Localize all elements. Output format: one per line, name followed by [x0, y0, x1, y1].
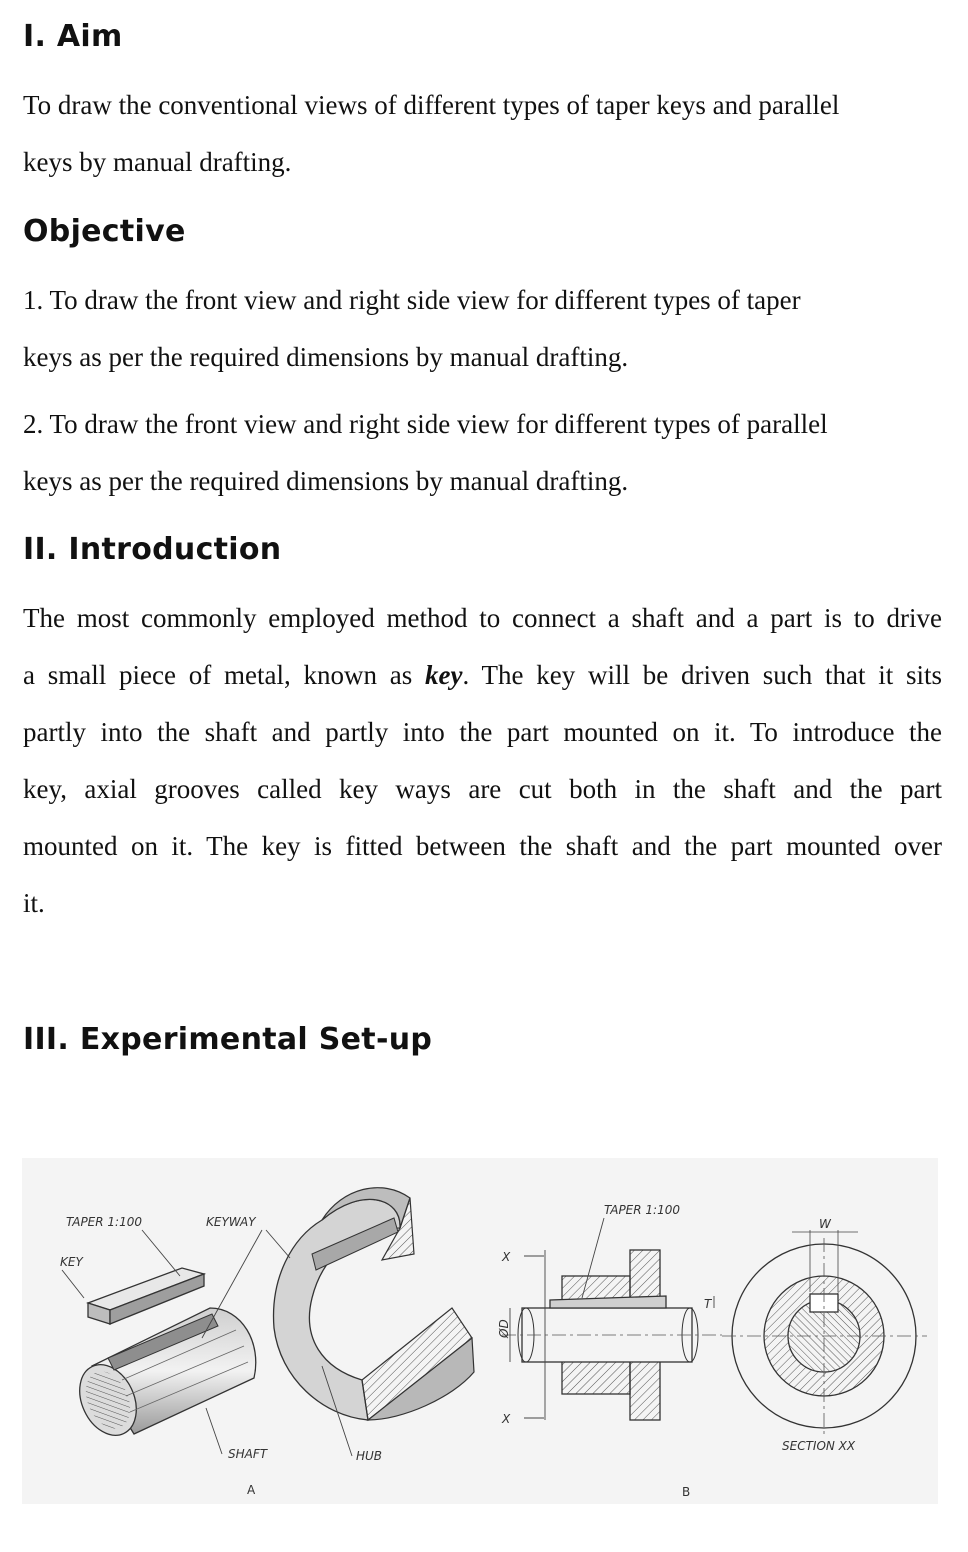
label-hub: HUB [356, 1449, 383, 1463]
intro-line-2-end: . The key will be driven such that it sits [462, 660, 943, 690]
key-drawing [22, 1158, 938, 1504]
intro-line-6: it. [23, 888, 45, 918]
objective-2-line-2: keys as per the required dimensions by manual drafting. [23, 466, 629, 496]
aim-line-2: keys by manual drafting. [23, 147, 292, 177]
aim-line-1: To draw the conventional views of different types of taper keys and parallel [23, 90, 840, 120]
label-section-xx: SECTION XX [782, 1439, 856, 1453]
label-figure-b: B [682, 1485, 691, 1499]
heading-introduction: II. Introduction [23, 532, 282, 567]
label-w: W [819, 1217, 831, 1231]
label-figure-a: A [247, 1483, 256, 1497]
intro-line-2 [23, 658, 942, 692]
objective-2-line-1: 2. To draw the front view and right side view for different types of parallel [23, 409, 828, 439]
label-taper-b: TAPER 1:100 [604, 1203, 680, 1217]
objective-1-line-1: 1. To draw the front view and right side view for different types of taper [23, 285, 801, 315]
intro-line-1: The most commonly employed method to connect a shaft and a part is to drive [23, 603, 942, 633]
intro-line-2-start: a small piece of metal, known as [23, 660, 425, 690]
label-taper-a: TAPER 1:100 [66, 1215, 142, 1229]
label-diameter: ØD [497, 1319, 511, 1338]
objective-1-line-2: keys as per the required dimensions by manual drafting. [23, 342, 629, 372]
heading-objective: Objective [23, 214, 186, 249]
heading-aim: I. Aim [23, 19, 123, 54]
key-term: key [424, 660, 463, 690]
intro-line-5: mounted on it. The key is fitted between the shaft and the part mounted over [23, 831, 942, 861]
label-keyway: KEYWAY [206, 1215, 256, 1229]
label-key: KEY [60, 1255, 83, 1269]
key-assembly-figure [22, 1158, 938, 1504]
intro-line-3: partly into the shaft and partly into the part mounted on it. To introduce the [23, 717, 942, 747]
label-x-top: X [502, 1250, 511, 1264]
intro-line-4: key, axial grooves called key ways are cut both in the shaft and the part [23, 774, 942, 804]
label-t: T [704, 1297, 712, 1311]
label-x-bottom: X [502, 1412, 511, 1426]
label-shaft: SHAFT [228, 1447, 268, 1461]
heading-experimental-setup: III. Experimental Set-up [23, 1022, 433, 1057]
